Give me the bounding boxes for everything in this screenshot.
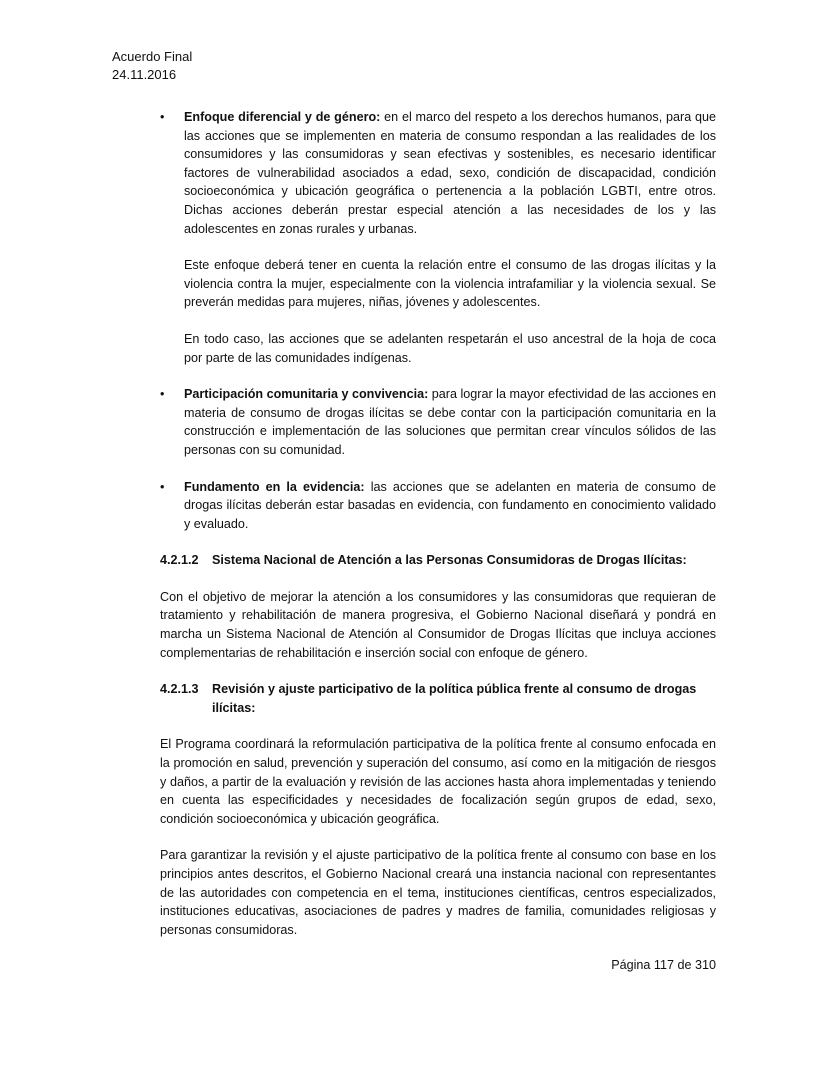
bullet-text: las acciones que se adelanten en materia de consumo de drogas ilícitas deberán estar basadas en evidencia, con fundamento en conocimiento validado y evaluado.: [184, 479, 716, 531]
bullet-marker: •: [160, 479, 165, 494]
section-paragraph: El Programa coordinará la reformulación participativa de la política frente al consumo enfocada en la promoción en salud, prevención y superación del consumo, así como en la mitigación de riesgos y daños, a partir de la evaluación y revisión de las acciones hasta ahora implementadas y teniendo en cuenta las especificidades y necesidades de focalización según grupos de edad, sexo, condición socioeconómica y ubicación geográfica.: [160, 737, 716, 826]
section-heading-4212: [160, 551, 716, 570]
document-date: 24.11.2016: [112, 67, 177, 82]
bullet-term: Enfoque diferencial y de género:: [184, 110, 381, 124]
page-content: [160, 108, 716, 957]
bullet-marker: •: [160, 387, 165, 402]
bullet-paragraph: [184, 108, 716, 238]
bullet-text: en el marco del respeto a los derechos humanos, para que las acciones que se implementen en materia de consumo respondan a las realidades de los consumidores y las consumidoras y sean efectivas y sostenibles, es necesario identificar factores de vulnerabilidad asociados a edad, sexo, condición de discapacidad, condición socioeconómica y ubicación geográfica o pertenencia a la población LGBTI, entre otros. Dichas acciones deberán prestar especial atención a las necesidades de los y las adolescentes en zonas rurales y urbanas.: [184, 110, 716, 236]
section-paragraph: Para garantizar la revisión y el ajuste participativo de la política frente al consumo con base en los principios antes descritos, el Gobierno Nacional creará una instancia nacional con representantes de las autoridades con competencia en el tema, instituciones científicas, centros especializados, instituciones educativas, asociaciones de padres y madres de familia, comunidades religiosas y personas consumidoras.: [160, 848, 716, 937]
bullet-subparagraph: En todo caso, las acciones que se adelanten respetarán el uso ancestral de la hoja de coca por parte de las comunidades indígenas.: [184, 331, 716, 365]
section-title: Revisión y ajuste participativo de la política pública frente al consumo de drogas ilícitas:: [212, 682, 697, 715]
bullet-enfoque-diferencial: [160, 108, 716, 367]
page-number: Página 117 de 310: [611, 958, 716, 972]
document-header: [112, 48, 192, 84]
document-title: Acuerdo Final: [112, 49, 193, 64]
section-paragraph: Con el objetivo de mejorar la atención a los consumidores y las consumidoras que requieran de tratamiento y rehabilitación de manera progresiva, el Gobierno Nacional diseñará y pondrá en marcha un Sistema Nacional de Atención al Consumidor de Drogas Ilícitas que incluya acciones complementarias de rehabilitación e inserción social con enfoque de género.: [160, 589, 716, 660]
bullet-term: Participación comunitaria y convivencia:: [184, 387, 429, 402]
section-title: Sistema Nacional de Atención a las Personas Consumidoras de Drogas Ilícitas:: [212, 553, 687, 568]
bullet-text: para lograr la mayor efectividad de las acciones en materia de consumo de drogas ilícitas se debe contar con la participación comunitaria en la construcción e implementación de las soluciones que permitan crear vínculos sólidos de las personas con su comunidad.: [184, 387, 717, 457]
bullet-participacion-comunitaria: [160, 385, 716, 459]
bullet-term: Fundamento en la evidencia:: [184, 479, 365, 494]
bullet-subparagraph: Este enfoque deberá tener en cuenta la relación entre el consumo de las drogas ilícitas y la violencia contra la mujer, especialmente con la violencia intrafamiliar y la violencia sexual. Se preverán medidas para mujeres, niñas, jóvenes y adolescentes.: [184, 258, 716, 310]
bullet-fundamento-evidencia: [160, 478, 716, 534]
section-number: 4.2.1.3: [160, 682, 199, 697]
bullet-paragraph: [184, 385, 716, 459]
section-number: 4.2.1.2: [160, 553, 199, 568]
bullet-marker: •: [160, 110, 165, 124]
bullet-paragraph: [184, 478, 716, 534]
section-heading-4213: [160, 680, 716, 717]
